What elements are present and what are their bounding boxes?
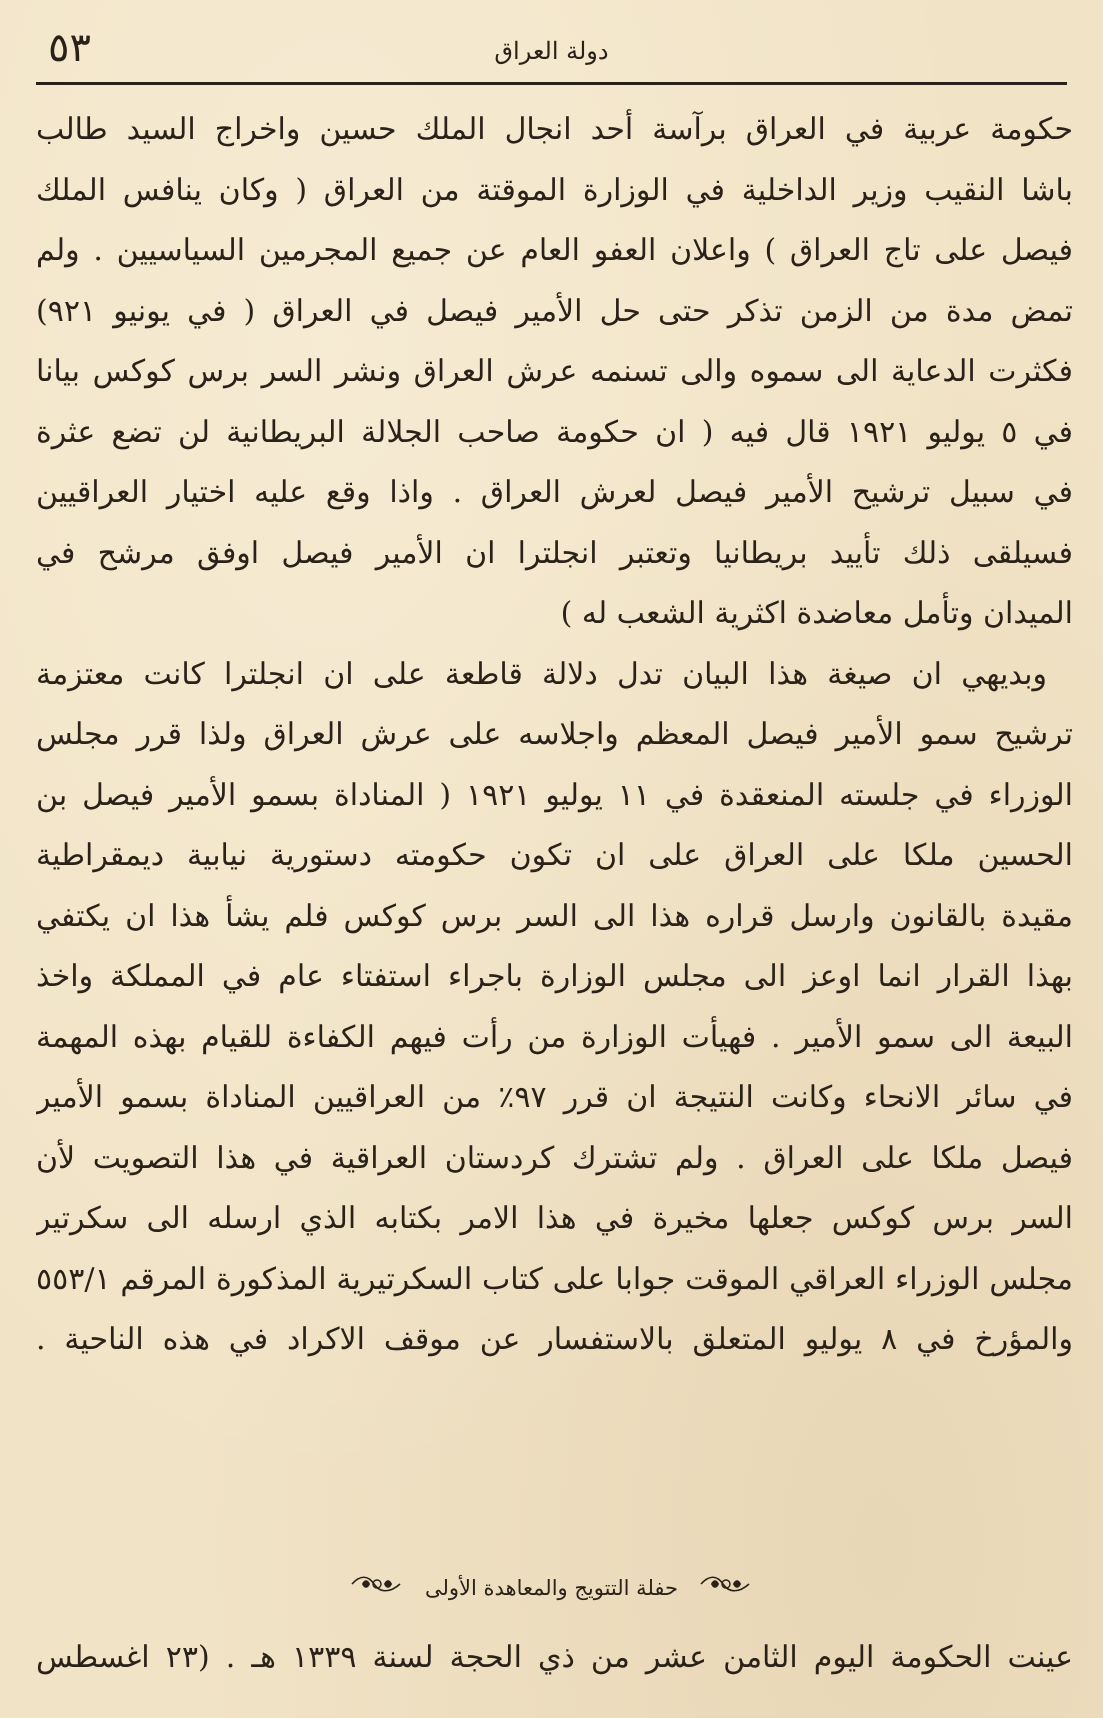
text-line: فكثرت الدعاية الى سموه والى تسنمه عرش العراق ونشر السر برس كوكس بيانا <box>36 354 1073 389</box>
text-line: والمؤرخ في ٨ يوليو المتعلق بالاستفسار عن موقف الاكراد في هذه الناحية . <box>36 1322 1073 1357</box>
page-number: ٥٣ <box>48 25 91 71</box>
text-line: السر برس كوكس جعلها مخيرة في هذا الامر بكتابه الذي ارسله الى سكرتير <box>36 1201 1073 1236</box>
text-line: ترشيح سمو الأمير فيصل المعظم واجلاسه على عرش العراق ولذا قرر مجلس <box>36 717 1073 752</box>
text-line: فيصل على تاج العراق ) واعلان العفو العام عن جميع المجرمين السياسيين . ولم <box>36 233 1073 268</box>
section-first-line: عينت الحكومة اليوم الثامن عشر من ذي الحجة لسنة ١٣٣٩ هـ . (٢٣ اغسطس <box>36 1640 1073 1675</box>
body-text <box>36 100 1073 1371</box>
header-rule <box>36 82 1067 85</box>
running-title: دولة العراق <box>494 37 609 65</box>
text-line: تمض مدة من الزمن تذكر حتى حل الأمير فيصل في العراق ( في يونيو ٩٢١) <box>36 293 1073 329</box>
text-line: الحسين ملكا على العراق على ان تكون حكومته دستورية نيابية ديمقراطية <box>36 838 1073 873</box>
text-line: في سائر الانحاء وكانت النتيجة ان قرر ٩٧٪ من العراقيين المناداة بسمو الأمير <box>36 1080 1073 1115</box>
floral-ornament-icon <box>699 1570 753 1610</box>
floral-ornament-icon <box>350 1570 404 1610</box>
text-line: الوزراء في جلسته المنعقدة في ١١ يوليو ١٩٢١ ( المناداة بسمو الأمير فيصل بن <box>36 777 1073 813</box>
text-line: وبديهي ان صيغة هذا البيان تدل دلالة قاطعة على ان انجلترا كانت معتزمة <box>36 656 1047 692</box>
section-heading-text: حفلة التتويج والمعاهدة الأولى <box>425 1576 678 1600</box>
text-line: فسيلقى ذلك تأييد بريطانيا وتعتبر انجلترا ان الأمير فيصل اوفق مرشح في <box>36 535 1073 571</box>
text-line: البيعة الى سمو الأمير . فهيأت الوزارة من رأت فيهم الكفاءة للقيام بهذه المهمة <box>36 1019 1073 1055</box>
text-line: في ٥ يوليو ١٩٢١ قال فيه ( ان حكومة صاحب الجلالة البريطانية لن تضع عثرة <box>36 414 1073 450</box>
text-line: بهذا القرار انما اوعز الى مجلس الوزارة باجراء استفتاء عام في المملكة واخذ <box>36 959 1073 994</box>
text-line: الميدان وتأمل معاضدة اكثرية الشعب له ) <box>560 596 1073 631</box>
text-line: باشا النقيب وزير الداخلية في الوزارة الموقتة من العراق ( وكان ينافس الملك <box>36 172 1073 208</box>
page-header <box>38 22 1065 82</box>
section-heading <box>0 1568 1103 1608</box>
text-line: حكومة عربية في العراق برآسة أحد انجال الملك حسين واخراج السيد طالب <box>36 112 1073 147</box>
text-line: في سبيل ترشيح الأمير فيصل لعرش العراق . واذا وقع عليه اختيار العراقيين <box>36 475 1073 510</box>
text-line: مجلس الوزراء العراقي الموقت جوابا على كتاب السكرتيرية المذكورة المرقم ٥٥٣/١ <box>36 1261 1073 1297</box>
text-line: فيصل ملكا على العراق . ولم تشترك كردستان العراقية في هذا التصويت لأن <box>36 1140 1073 1176</box>
text-line: مقيدة بالقانون وارسل قراره هذا الى السر برس كوكس فلم يشأ هذا ان يكتفي <box>36 898 1073 934</box>
